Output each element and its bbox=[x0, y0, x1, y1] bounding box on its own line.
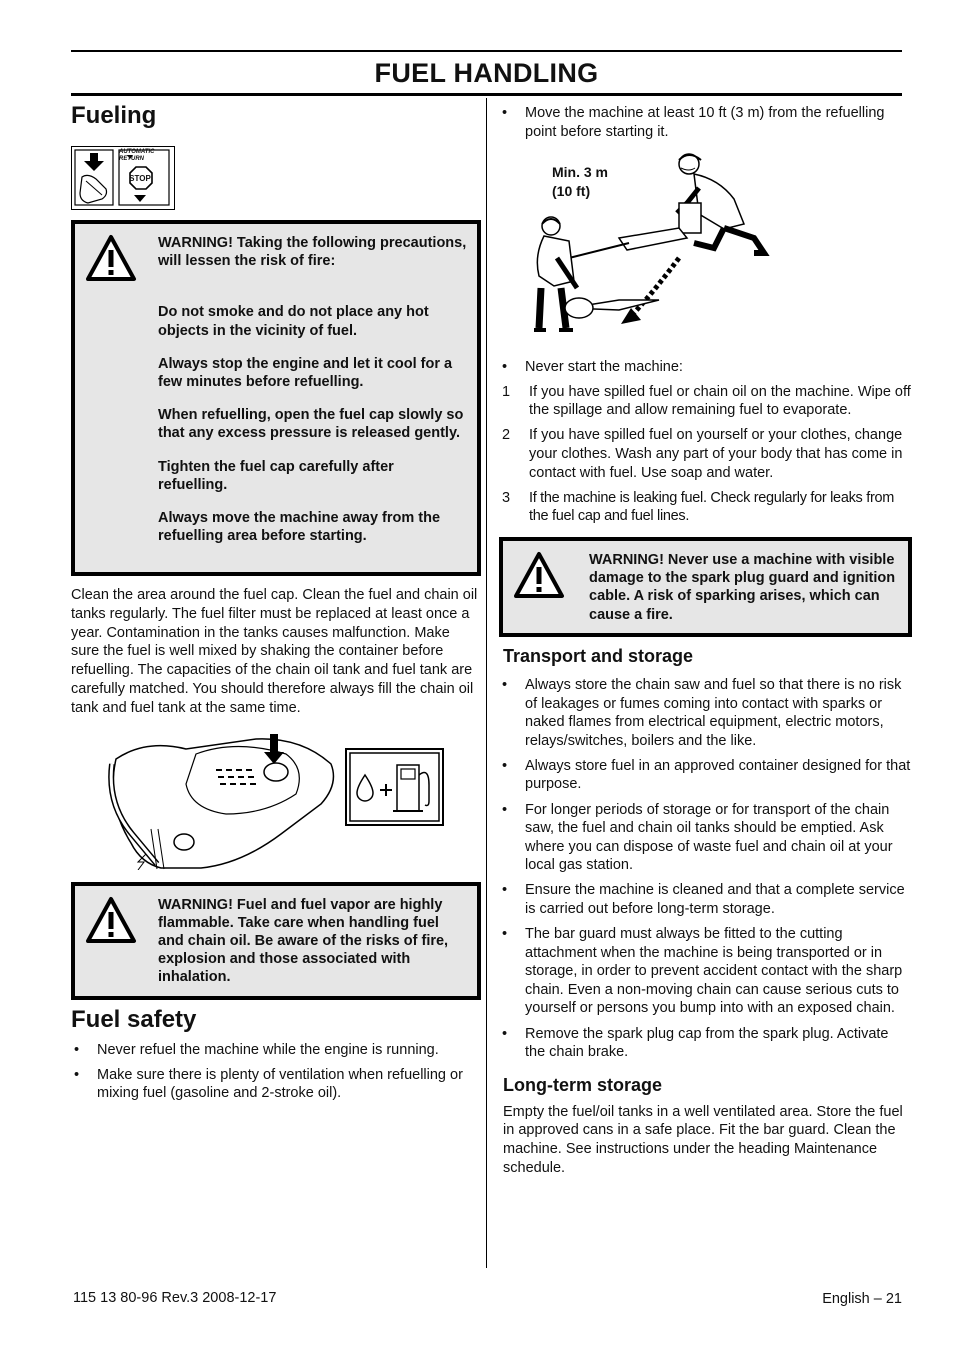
list-item: • Remove the spark plug cap from the spark plug. Activate the chain brake. bbox=[499, 1025, 912, 1062]
symbol-text-stop: STOP bbox=[129, 174, 151, 183]
chainsaw-fuel-illustration bbox=[71, 734, 479, 874]
item-number: 3 bbox=[502, 489, 510, 506]
spark-plug-warning-box bbox=[499, 537, 912, 637]
fueling-paragraph: Clean the area around the fuel cap. Clean the fuel and chain oil tanks regularly. The fuel filter must be replaced at least once a year. Contamination in the tanks causes malfunction. Make sure the fuel is well mixed by shaking the container before refuelling. The capacities of the chain oil tank and fuel tank are carefully matched. You should therefore always fill the chain oil tank and fuel tank at the same time. bbox=[71, 587, 478, 716]
warning-item: When refuelling, open the fuel cap slowly so that any excess pressure is released gently. bbox=[158, 407, 464, 442]
page-number: English – 21 bbox=[822, 1291, 902, 1307]
fire-risk-warning-text bbox=[158, 234, 467, 545]
list-item: • Move the machine at least 10 ft (3 m) from the refuelling point before starting it. bbox=[499, 104, 912, 141]
header-rule-bottom bbox=[71, 93, 902, 96]
warning-triangle-icon bbox=[85, 234, 137, 282]
header-rule-top bbox=[71, 50, 902, 52]
page-title: FUEL HANDLING bbox=[374, 58, 599, 88]
flammable-warning-text: WARNING! Fuel and fuel vapor are highly flammable. Take care when handling fuel and chain oil. Be aware of the risks of fire, explosion and those associated with inhalation. bbox=[158, 896, 449, 986]
list-item: • For longer periods of storage or for transport of the chain saw, the fuel and chain oil tanks should be emptied. Ask where you can dispose of waste fuel and chain oil at your local gas station. bbox=[499, 801, 912, 875]
never-start-list bbox=[499, 358, 912, 377]
warning-item: Do not smoke and do not place any hot objects in the vicinity of fuel. bbox=[158, 304, 429, 339]
warning-item: Tighten the fuel cap carefully after refuelling. bbox=[158, 458, 394, 493]
list-item: • Make sure there is plenty of ventilation when refuelling or mixing fuel (gasoline and 2-stroke oil). bbox=[71, 1066, 479, 1103]
long-term-paragraph: Empty the fuel/oil tanks in a well ventilated area. Store the fuel in approved cans in a safe place. Fit the bar guard. Clean the machine. See instructions under the heading Maintenance schedule. bbox=[503, 1103, 903, 1176]
oil-fuel-symbol bbox=[345, 748, 444, 826]
item-number: 1 bbox=[502, 383, 511, 400]
distance-illustration bbox=[499, 148, 912, 354]
right-column bbox=[499, 98, 912, 1177]
column-divider bbox=[486, 98, 487, 1268]
chainsaw-icon bbox=[106, 734, 341, 870]
distance-label-metric: Min. 3 m bbox=[552, 163, 609, 180]
fuel-safety-heading: Fuel safety bbox=[71, 1005, 197, 1033]
warning-triangle-icon bbox=[513, 551, 565, 599]
left-column bbox=[71, 98, 479, 1109]
list-item bbox=[499, 489, 912, 526]
doc-number: 115 13 80-96 Rev.3 2008-12-17 bbox=[73, 1290, 277, 1306]
warning-item: Always stop the engine and let it cool for a few minutes before refuelling. bbox=[158, 355, 453, 391]
list-item: • Always store the chain saw and fuel so that there is no risk of leakages or fumes coming into contact with sparks or naked flames from electrical equipment, electric motors, relays/switches, boilers and the like. bbox=[499, 676, 912, 750]
warning-item: Always move the machine away from the refuelling area before starting. bbox=[158, 510, 441, 545]
refuelling-distance-icon bbox=[529, 148, 829, 354]
never-start-conditions bbox=[499, 383, 912, 526]
transport-list bbox=[499, 676, 912, 1062]
item-text: If you have spilled fuel or chain oil on the machine. Wipe off the spillage and allow remaining fuel to evaporate. bbox=[529, 383, 911, 419]
list-item: • The bar guard must always be fitted to the cutting attachment when the machine is being transported or in storage, in order to prevent accident contact with the sharp chain. Even a non-moving chain can cause serious cuts to yourself or persons you bump into with an exposed chain. bbox=[499, 925, 912, 1018]
oil-fuel-pump-icon bbox=[347, 750, 442, 824]
spark-plug-warning-text: WARNING! Never use a machine with visible damage to the spark plug guard and ignition cable. A risk of sparking arises, which can cause a fire. bbox=[589, 551, 896, 623]
distance-label-imperial: (10 ft) bbox=[552, 182, 591, 199]
list-item: • Always store fuel in an approved container designed for that purpose. bbox=[499, 757, 912, 794]
list-item bbox=[499, 383, 912, 420]
item-text: If the machine is leaking fuel. Check regularly for leaks from the fuel cap and fuel lines. bbox=[529, 489, 895, 525]
move-machine-list bbox=[499, 104, 912, 141]
flammable-warning-box bbox=[71, 882, 481, 1000]
list-item bbox=[499, 426, 912, 482]
symbol-text-automatic: AUTOMATIC bbox=[119, 149, 155, 155]
transport-heading: Transport and storage bbox=[503, 645, 694, 666]
warning-intro: WARNING! Taking the following precautions, will lessen the risk of fire: bbox=[158, 235, 467, 270]
warning-triangle-icon bbox=[85, 896, 137, 944]
fuel-safety-list bbox=[71, 1041, 479, 1103]
list-item: • Never refuel the machine while the engine is running. bbox=[71, 1041, 479, 1060]
item-text: If you have spilled fuel on yourself or your clothes, change your clothes. Wash any part of your body that has come in contact with fuel. Use soap and water. bbox=[529, 427, 903, 481]
symbol-text-return: RETURN bbox=[119, 156, 144, 162]
fire-risk-warning-box bbox=[71, 220, 481, 576]
item-number: 2 bbox=[502, 427, 511, 444]
long-term-heading: Long-term storage bbox=[503, 1074, 663, 1095]
list-item: • Never start the machine: bbox=[499, 358, 912, 377]
fueling-symbol bbox=[71, 146, 175, 210]
fueling-heading: Fueling bbox=[71, 102, 157, 129]
list-item: • Ensure the machine is cleaned and that a complete service is carried out before long-term storage. bbox=[499, 881, 912, 918]
